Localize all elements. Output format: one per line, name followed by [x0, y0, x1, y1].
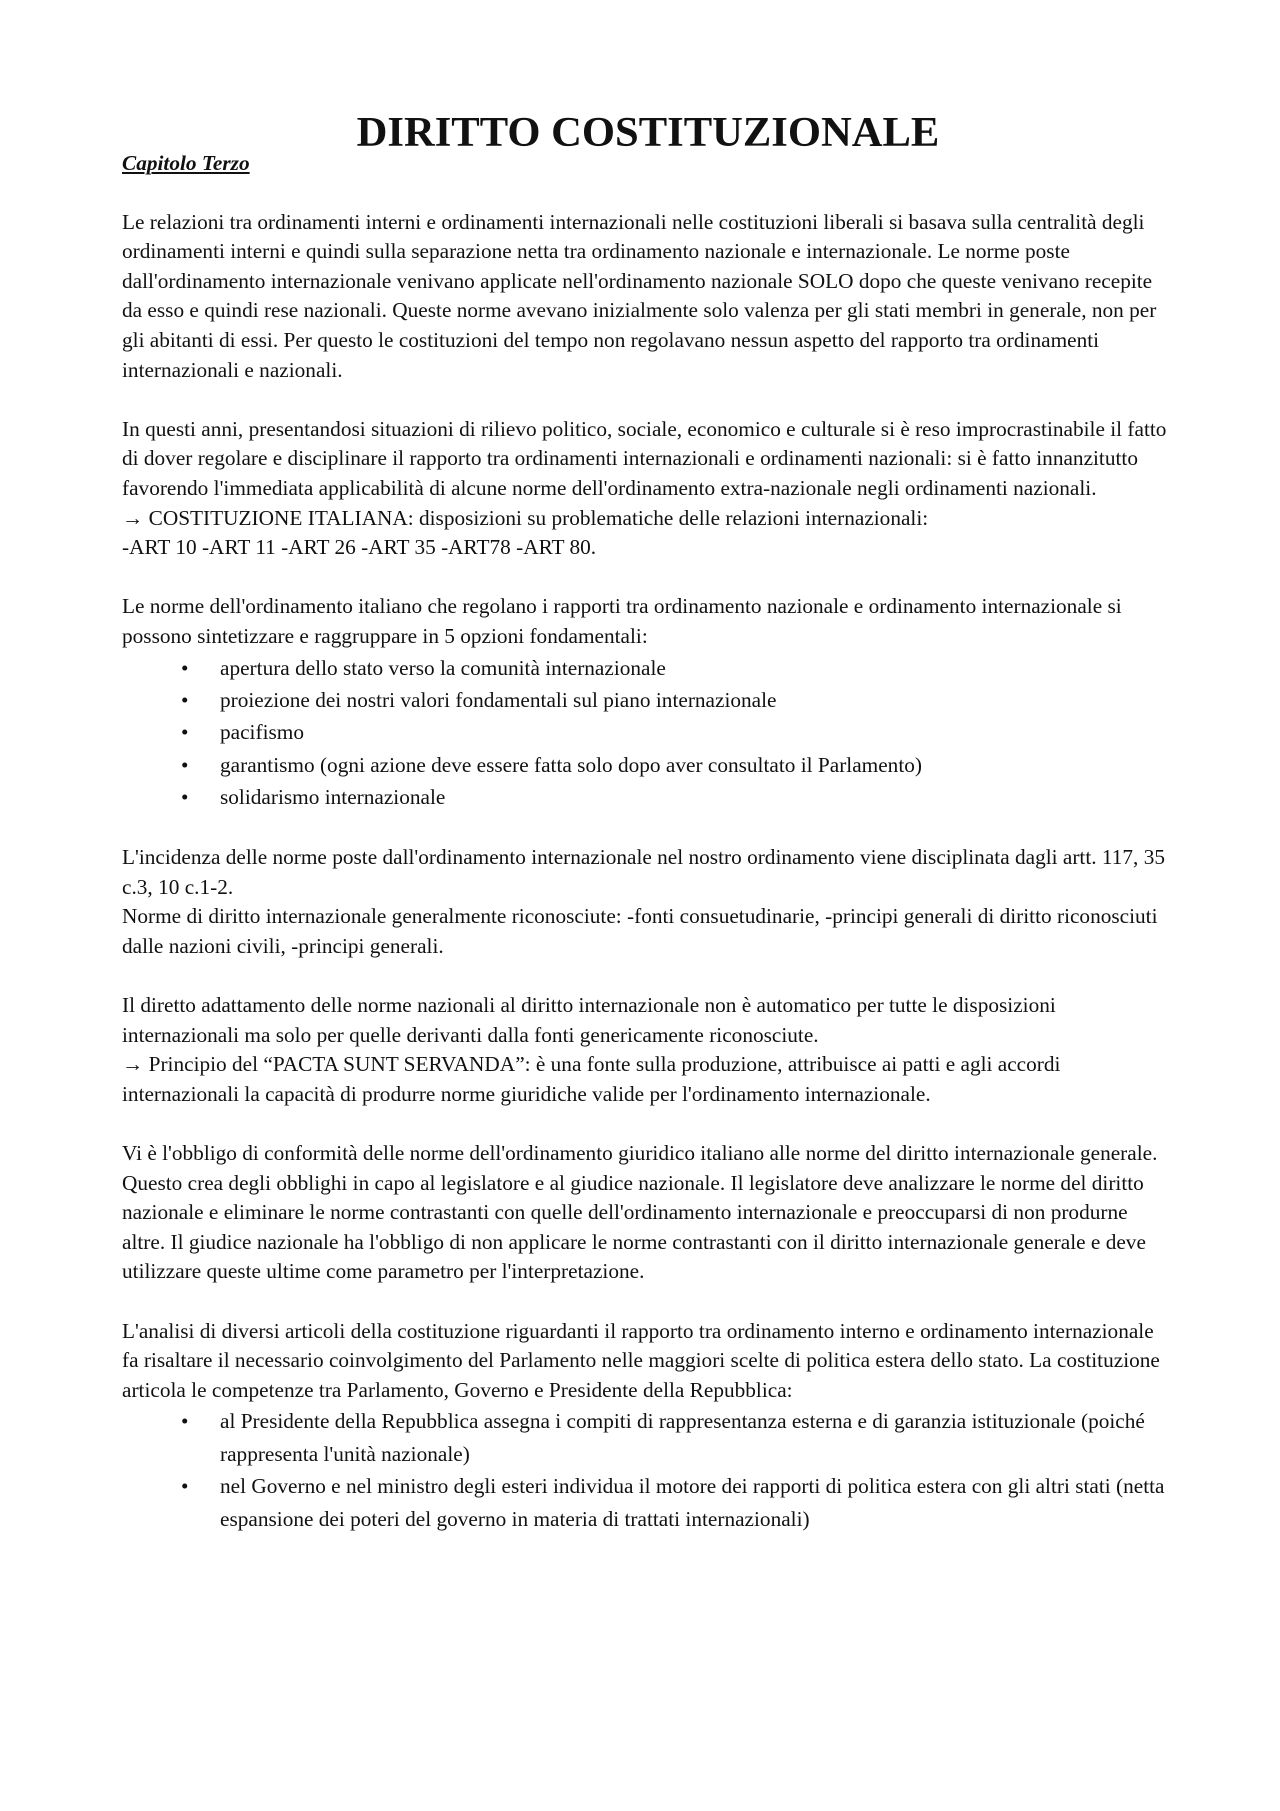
list-item-text: apertura dello stato verso la comunità internazionale	[220, 655, 666, 680]
list-item	[122, 1470, 1174, 1535]
paragraph-analisi-articoli: L'analisi di diversi articoli della costituzione riguardanti il rapporto tra ordinamento interno e ordinamento internazionale fa risaltare il necessario coinvolgimento del Parlamento nelle maggiori scelte di politica estera dello stato. La costituzione articola le competenze tra Parlamento, Governo e Presidente della Repubblica:	[122, 1318, 1160, 1402]
paragraph-diretto-adattamento: Il diretto adattamento delle norme nazionali al diritto internazionale non è automatico per tutte le disposizioni internazionali ma solo per quelle derivanti dalla fonti genericamente riconosciute.	[122, 993, 1056, 1047]
list-item-text: al Presidente della Repubblica assegna i compiti di rappresentanza esterna e di garanzia istituzionale (poiché rappresenta l'unità nazionale)	[220, 1409, 1145, 1466]
options-list	[122, 652, 1174, 814]
list-item	[122, 716, 1174, 748]
list-item	[122, 1405, 1174, 1470]
list-item-text: proiezione dei nostri valori fondamentali sul piano internazionale	[220, 687, 777, 712]
paragraph-spacer	[122, 814, 1174, 844]
paragraph-pacta-sunt-servanda: → Principio del “PACTA SUNT SERVANDA”: è una fonte sulla produzione, attribuisce ai patti e agli accordi internazionali la capacità di produrre norme giuridiche valide per l'ordinamento internazionale.	[122, 1052, 1061, 1106]
paragraph-costituzione-italiana: → COSTITUZIONE ITALIANA: disposizioni su problematiche delle relazioni internazionali:	[122, 505, 929, 530]
bullet-icon: •	[181, 720, 189, 745]
document-page	[122, 109, 1174, 1535]
paragraph-spacer	[122, 962, 1174, 992]
paragraph-spacer	[122, 563, 1174, 593]
chapter-heading: Capitolo Terzo	[122, 151, 250, 175]
paragraph-spacer	[122, 1287, 1174, 1317]
list-item-text: solidarismo internazionale	[220, 785, 446, 810]
bullet-icon: •	[181, 1474, 189, 1499]
paragraph-spacer	[122, 1109, 1174, 1139]
competences-list	[122, 1405, 1174, 1535]
paragraph-articoli: -ART 10 -ART 11 -ART 26 -ART 35 -ART78 -ART 80.	[122, 535, 597, 560]
bullet-icon: •	[181, 785, 189, 810]
list-item	[122, 652, 1174, 684]
paragraph-ordinamenti-liberali: Le relazioni tra ordinamenti interni e ordinamenti internazionali nelle costituzioni liberali si basava sulla centralità degli ordinamenti interni e quindi sulla separazione netta tra ordinamento nazionale e internazionale. Le norme poste dall'ordinamento internazionale venivano applicate nell'ordinamento nazionale SOLO dopo che queste venivano recepite da esso e quindi rese nazionali. Queste norme avevano inizialmente solo valenza per gli stati membri in generale, non per gli abitanti di essi. Per questo le costituzioni del tempo non regolavano nessun aspetto del rapporto tra ordinamenti internazionali e nazionali.	[122, 209, 1157, 382]
paragraph-obbligo-conformita: Vi è l'obbligo di conformità delle norme dell'ordinamento giuridico italiano alle norme del diritto internazionale generale. Questo crea degli obblighi in capo al legislatore e al giudice nazionale. Il legislatore deve analizzare le norme del diritto nazionale e eliminare le norme contrastanti con quelle dell'ordinamento internazionale e preoccuparsi di non produrne altre. Il giudice nazionale ha l'obbligo di non applicare le norme contrastanti con il diritto internazionale generale e deve utilizzare queste ultime come parametro per l'interpretazione.	[122, 1141, 1158, 1284]
document-title: DIRITTO COSTITUZIONALE	[356, 109, 940, 156]
paragraph-norme-riconosciute: Norme di diritto internazionale generalmente riconosciute: -fonti consuetudinarie, -principi generali di diritto riconosciuti dalle nazioni civili, -principi generali.	[122, 904, 1158, 958]
list-item-text: garantismo (ogni azione deve essere fatta solo dopo aver consultato il Parlamento)	[220, 752, 922, 777]
bullet-icon: •	[181, 687, 189, 712]
bullet-icon: •	[181, 655, 189, 680]
bullet-icon: •	[181, 752, 189, 777]
list-item	[122, 749, 1174, 781]
paragraph-incidenza-norme: L'incidenza delle norme poste dall'ordinamento internazionale nel nostro ordinamento viene disciplinata dagli artt. 117, 35 c.3, 10 c.1-2.	[122, 845, 1166, 899]
paragraph-opzioni-fondamentali: Le norme dell'ordinamento italiano che regolano i rapporti tra ordinamento nazionale e ordinamento internazionale si possono sintetizzare e raggruppare in 5 opzioni fondamentali:	[122, 594, 1122, 648]
list-item	[122, 781, 1174, 813]
list-item-text: pacifismo	[220, 720, 304, 745]
list-item	[122, 684, 1174, 716]
list-item-text: nel Governo e nel ministro degli esteri individua il motore dei rapporti di politica estera con gli altri stati (netta espansione dei poteri del governo in materia di trattati internazionali)	[220, 1474, 1165, 1531]
paragraph-rilievo-politico: In questi anni, presentandosi situazioni di rilievo politico, sociale, economico e culturale si è reso improcrastinabile il fatto di dover regolare e disciplinare il rapporto tra ordinamenti internazionali e ordinamenti nazionali: si è fatto innanzitutto favorendo l'immediata applicabilità di alcune norme dell'ordinamento extra-nazionale negli ordinamenti nazionali.	[122, 416, 1167, 500]
paragraph-spacer	[122, 385, 1174, 415]
bullet-icon: •	[181, 1409, 189, 1434]
